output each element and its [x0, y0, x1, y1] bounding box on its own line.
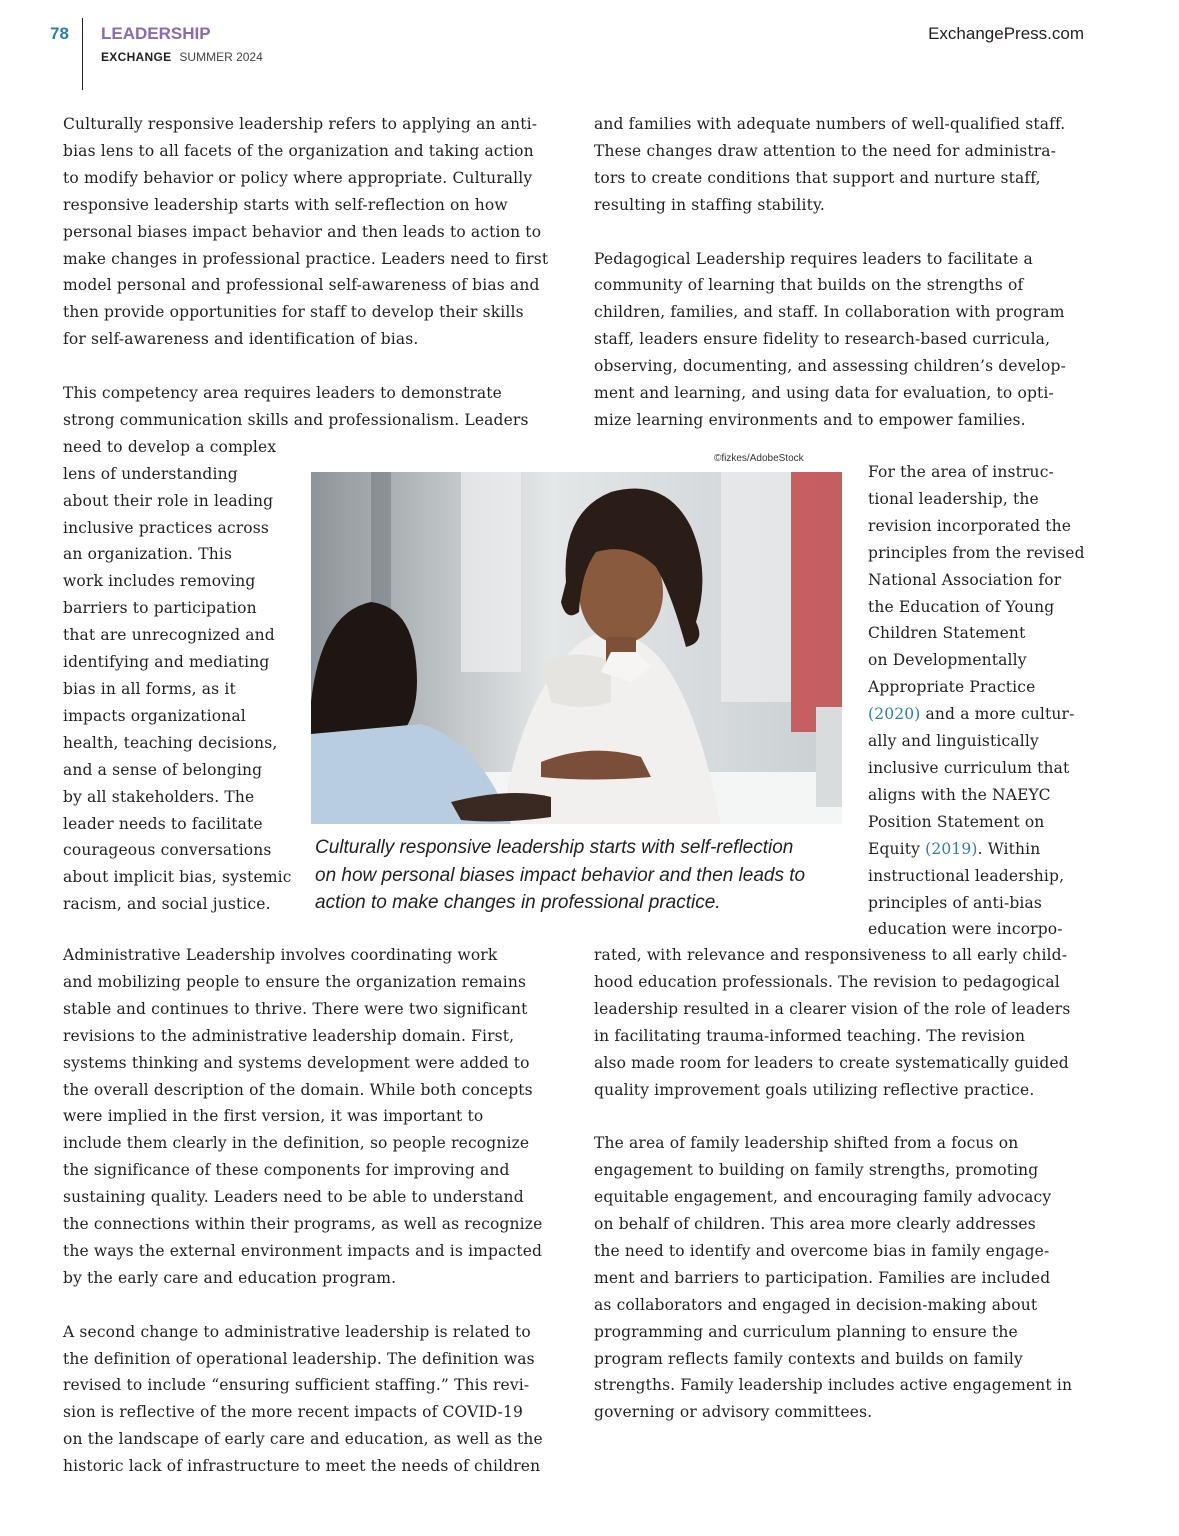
left-column-lower	[63, 942, 543, 1480]
paragraph: A second change to administrative leadership is related to the definition of operational leadership. The definition was revised to include “ensuring sufficient staffing.” This revi- sion is reflective of the more recent impacts of COVID-19 on the landscape of early care and education, as well as the historic lack of infrastructure to meet the needs of children	[63, 1322, 543, 1476]
paragraph: and families with adequate numbers of well-qualified staff. These changes draw attention to the need for administra- tors to create conditions that support and nurture staff, resulting in staffing stability.	[594, 115, 1066, 214]
paragraph: Culturally responsive leadership refers to applying an anti- bias lens to all facets of the organization and taking action to modify behavior or policy where appropriate. Culturally responsive leadership starts with self-reflection on how personal biases impact behavior and then leads to action to make changes in professional practice. Leaders need to first model personal and professional self-awareness of bias and then provide opportunities for staff to develop their skills for self-awareness and identification of bias.	[63, 115, 549, 349]
paragraph: Pedagogical Leadership requires leaders to facilitate a community of learning that builds on the strengths of children, families, and staff. In collaboration with program staff, leaders ensure fidelity to research-based curricula, observing, documenting, and assessing children’s develop- ment and learning, and using data for evaluation, to opti- mize learning environments and to empower families.	[594, 249, 1066, 429]
paragraph: rated, with relevance and responsiveness to all early child- hood education professionals. The revision to pedagogical leadership resulted in a clearer vision of the role of leaders in facilitating trauma-informed teaching. The revision also made room for leaders to create systematically guided quality improvement goals utilizing reflective practice.	[594, 946, 1071, 1099]
paragraph: The area of family leadership shifted from a focus on engagement to building on family strengths, promoting equitable engagement, and encouraging family advocacy on behalf of children. This area more clearly addresses the need to identify and overcome bias in family engage- ment and barriers to participation. Families are included as collaborators and engaged in decision-making about programming and curriculum planning to ensure the program reflects family contexts and builds on family strengths. Family leadership includes active engagement in governing or advisory committees.	[594, 1134, 1073, 1422]
photo-caption: Culturally responsive leadership starts with self-reflection on how personal biases impact behavior and then leads to action to make changes in professional practice.	[315, 837, 806, 913]
text-lines: For the area of instruc- tional leadership, the revision incorporated the principles from the revised National Association for the Education of Young Children Statement on Developmentally Appropriate Practice	[868, 463, 1085, 697]
issue-label: SUMMER 2024	[179, 50, 263, 64]
photo-illustration	[311, 472, 842, 824]
section-title: LEADERSHIP	[101, 24, 211, 43]
magazine-name: EXCHANGE	[101, 50, 172, 64]
paragraph	[868, 459, 1085, 943]
text-run: Equity	[868, 839, 926, 858]
citation-link[interactable]: (2019)	[925, 839, 978, 858]
magazine-issue	[101, 50, 263, 64]
article-photo	[311, 472, 842, 824]
right-column-lower	[594, 942, 1072, 1426]
citation-link[interactable]: (2020)	[868, 705, 921, 724]
text-lines: ally and linguistically inclusive curriculum that aligns with the NAEYC Position Statement on	[868, 732, 1070, 831]
paragraph: Administrative Leadership involves coordinating work and mobilizing people to ensure the organization remains stable and continues to thrive. There were two significant revisions to the administrative leadership domain. First, systems thinking and systems development were added to the overall description of the domain. While both concepts were implied in the first version, it was important to include them clearly in the definition, so people recognize the significance of these components for improving and sustaining quality. Leaders need to be able to understand the connections within their programs, as well as recognize the ways the external environment impacts and is impacted by the early care and education program.	[63, 946, 543, 1287]
page-number: 78	[50, 24, 69, 43]
text-run: . Within	[977, 839, 1041, 858]
narrow-column	[868, 459, 1085, 943]
text-run: and a more cultur-	[920, 705, 1075, 724]
text-lines: instructional leadership, principles of anti-bias education were incorpo-	[868, 866, 1065, 939]
photo-credit: ©fizkes/AdobeStock	[714, 453, 804, 464]
paragraph: This competency area requires leaders to demonstrate strong communication skills and professionalism. Leaders	[63, 384, 529, 429]
right-column	[594, 111, 1066, 434]
site-link[interactable]: ExchangePress.com	[928, 24, 1084, 43]
paragraph: need to develop a complex lens of understanding about their role in leading inclusive practices across an organization. This work includes removing barriers to participation that are unrecognized and identifying and mediating bias in all forms, as it impacts organizational health, teaching decisions, and a sense of belonging by all stakeholders. The leader needs to facilitate courageous conversations about implicit bias, systemic racism, and social justice.	[63, 437, 292, 914]
header-divider	[82, 18, 83, 90]
